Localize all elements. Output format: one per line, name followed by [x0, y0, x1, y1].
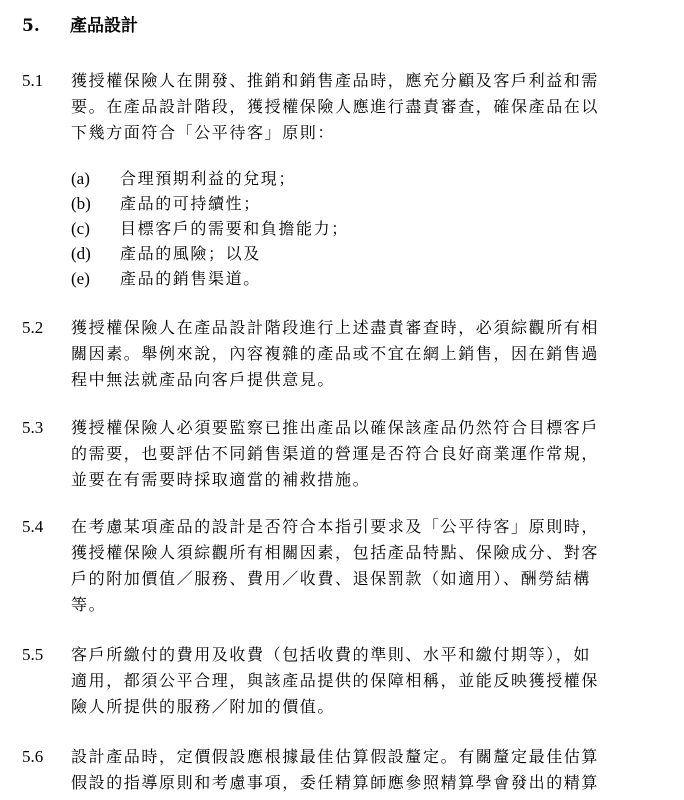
list-item-text: 產品的可持續性； — [120, 194, 261, 213]
heading-title: 產品設計 — [70, 16, 138, 36]
clause-body — [71, 415, 661, 493]
heading-number: 5. — [22, 16, 40, 36]
clause-line: 客戶所繳付的費用及收費（包括收費的準則、水平和繳付期等），如 — [71, 645, 592, 664]
clause-number: 5.1 — [22, 71, 44, 90]
clause-line: 獲授權保險人須綜觀所有相關因素，包括產品特點、保險成分、對客 — [71, 543, 600, 562]
clause-line: 下幾方面符合「公平待客」原則： — [71, 123, 336, 142]
list-item-label: (a) — [71, 169, 90, 188]
clause-body — [71, 744, 661, 796]
clause-number: 5.3 — [22, 418, 44, 437]
clause-line: 設計產品時，定價假設應根據最佳估算假設釐定。有關釐定最佳估算 — [71, 747, 600, 766]
clause-line: 戶的附加價值／服務、費用／收費、退保罰款（如適用）、酬勞結構 — [71, 569, 592, 588]
clause-line: 假設的指導原則和考慮事項，委任精算師應參照精算學會發出的精算 — [71, 773, 600, 792]
clause-line: 獲授權保險人必須要監察已推出產品以確保該產品仍然符合目標客戶 — [71, 418, 600, 437]
clause-line: 的需要，也要評估不同銷售渠道的營運是否符合良好商業運作常規， — [71, 444, 600, 463]
list-item-label: (e) — [71, 269, 90, 288]
clause-line: 等。 — [71, 595, 107, 614]
clause-line: 獲授權保險人在開發、推銷和銷售產品時，應充分顧及客戶利益和需 — [71, 71, 600, 90]
clause-line: 並要在有需要時採取適當的補救措施。 — [71, 470, 371, 489]
list-item-label: (d) — [71, 244, 91, 263]
clause-line: 適用，都須公平合理，與該產品提供的保障相稱，並能反映獲授權保 — [71, 671, 600, 690]
list-item-text: 目標客戶的需要和負擔能力； — [120, 219, 349, 238]
clause-body — [71, 68, 661, 146]
clause-number: 5.4 — [22, 517, 44, 536]
list-item-text: 合理預期利益的兌現； — [120, 169, 297, 188]
list-item-text: 產品的風險；以及 — [120, 244, 261, 263]
clause-body — [71, 514, 661, 618]
clause-line: 險人所提供的服務／附加的價值。 — [71, 697, 336, 716]
list-item-label: (b) — [71, 194, 91, 213]
clause-number: 5.6 — [22, 747, 44, 766]
clause-line: 在考慮某項產品的設計是否符合本指引要求及「公平待客」原則時， — [71, 517, 600, 536]
clause-line: 關因素。舉例來說，內容複雜的產品或不宜在網上銷售，因在銷售過 — [71, 344, 600, 363]
clause-line: 獲授權保險人在產品設計階段進行上述盡責審查時，必須綜觀所有相 — [71, 318, 600, 337]
clause-number: 5.2 — [22, 318, 44, 337]
list-item-label: (c) — [71, 219, 90, 238]
clause-body — [71, 642, 661, 720]
list-item-text: 產品的銷售渠道。 — [120, 269, 261, 288]
clause-line: 要。在產品設計階段，獲授權保險人應進行盡責審查，確保產品在以 — [71, 97, 600, 116]
clause-number: 5.5 — [22, 645, 44, 664]
clause-body — [71, 315, 661, 393]
section-heading — [22, 14, 138, 38]
clause-line: 程中無法就產品向客戶提供意見。 — [71, 370, 336, 389]
